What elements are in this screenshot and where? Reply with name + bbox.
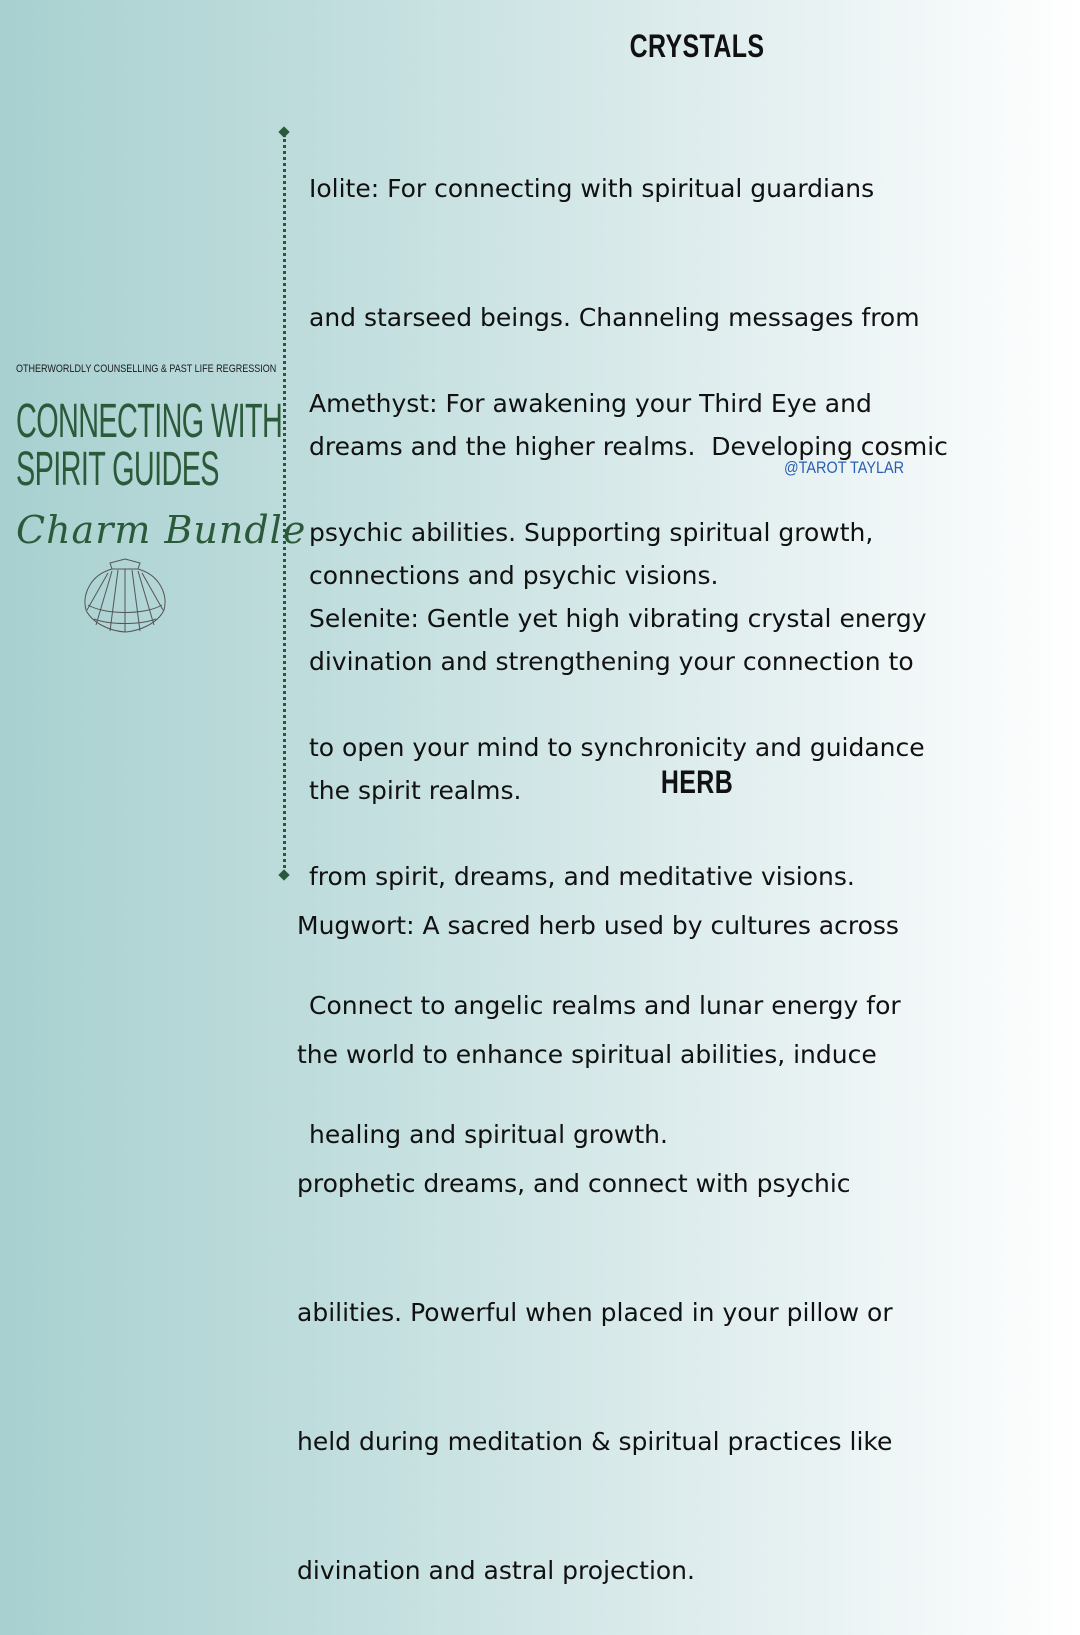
text-line: to open your mind to synchronicity and guidance: [309, 733, 925, 762]
text-line: Connect to angelic realms and lunar energy for: [309, 991, 901, 1020]
scallop-shell-icon: [80, 555, 170, 635]
brand-subtitle: OTHERWORLDLY COUNSELLING & PAST LIFE REGRESSION: [16, 363, 277, 375]
text-line: healing and spiritual growth.: [309, 1120, 668, 1149]
herb-item-mugwort: [297, 818, 899, 1635]
text-line: from spirit, dreams, and meditative visions.: [309, 862, 855, 891]
diamond-marker-icon: [278, 126, 289, 137]
text-line: divination and strengthening your connection to: [309, 647, 914, 676]
text-line: held during meditation & spiritual practices like: [297, 1427, 893, 1456]
text-line: abilities. Powerful when placed in your pillow or: [297, 1298, 893, 1327]
script-title: Charm Bundle: [16, 508, 307, 552]
text-line: divination and astral projection.: [297, 1556, 695, 1585]
title-line: CONNECTING WITH: [16, 395, 283, 448]
social-handle: @TAROT TAYLAR: [784, 458, 905, 477]
text-line: and starseed beings. Channeling messages from: [309, 303, 920, 332]
text-line: psychic abilities. Supporting spiritual growth,: [309, 518, 874, 547]
diamond-marker-icon: [278, 869, 289, 880]
text-line: Iolite: For connecting with spiritual guardians: [309, 174, 875, 203]
text-line: the world to enhance spiritual abilities, induce: [297, 1040, 877, 1069]
herb-heading: HERB: [660, 764, 734, 800]
timeline-divider: [283, 134, 286, 874]
text-line: prophetic dreams, and connect with psychic: [297, 1169, 851, 1198]
text-line: Amethyst: For awakening your Third Eye and: [309, 389, 872, 418]
bundle-title: [16, 395, 283, 496]
text-line: the spirit realms.: [309, 776, 522, 805]
text-line: dreams and the higher realms. Developing cosmic: [309, 432, 948, 461]
title-line: SPIRIT GUIDES: [16, 443, 219, 496]
text-line: Mugwort: A sacred herb used by cultures across: [297, 911, 899, 940]
crystals-heading: CRYSTALS: [629, 28, 765, 64]
text-line: connections and psychic visions.: [309, 561, 719, 590]
text-line: Selenite: Gentle yet high vibrating crystal energy: [309, 604, 927, 633]
